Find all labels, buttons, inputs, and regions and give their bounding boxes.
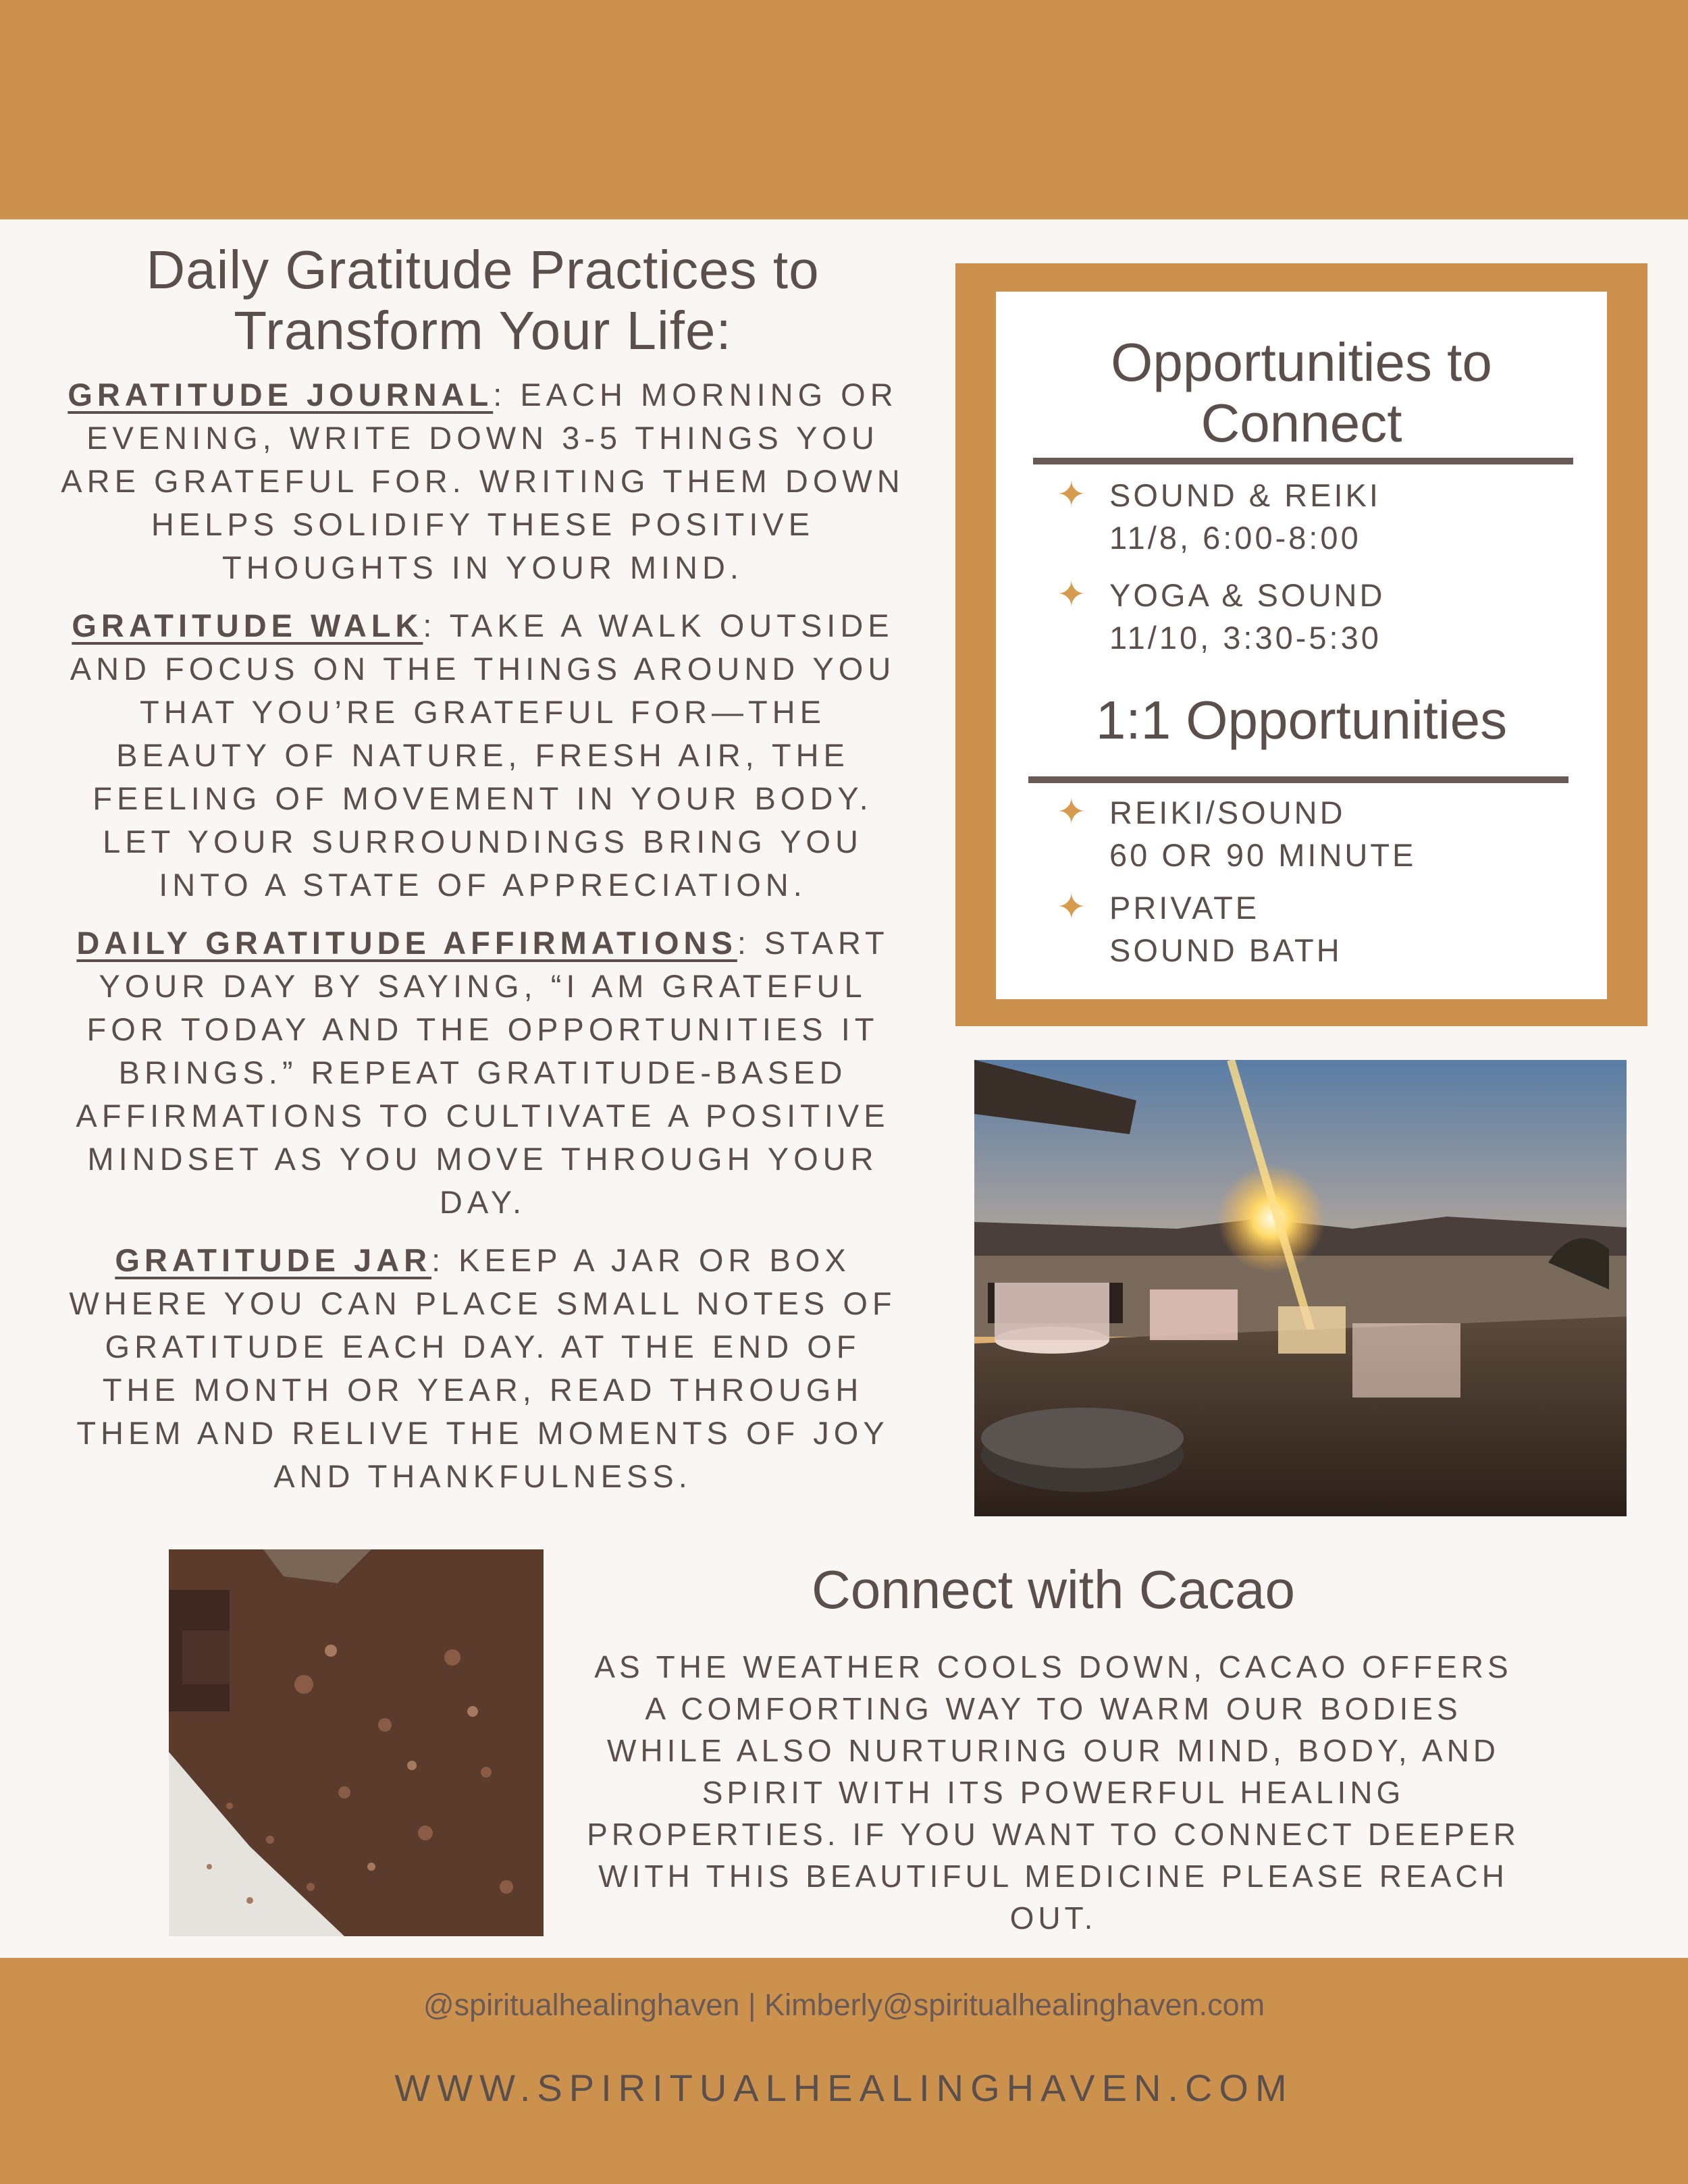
four-point-star-icon: ✦ — [1057, 475, 1086, 514]
opportunities-title-line1: Opportunities to — [1111, 332, 1492, 392]
practice-text: : TAKE A WALK OUTSIDE AND FOCUS ON THE THINGS AROUND YOU THAT YOU’RE GRATEFUL FOR—THE BEAUTY OF NATURE, FRESH AIR, THE FEELING OF MOVEMENT IN YOUR BODY. LET YOUR SURROUNDINGS BRING YOU INTO A STATE OF APPRECIATION. — [70, 608, 896, 903]
footer-website-link[interactable]: WWW.SPIRITUALHEALINGHAVEN.COM — [394, 2067, 1294, 2109]
cacao-title: Connect with Cacao — [812, 1560, 1295, 1620]
session-item — [1057, 886, 1342, 971]
gratitude-practices-section — [61, 240, 905, 1513]
practice-text: : START YOUR DAY BY SAYING, “I AM GRATEFUL FOR TODAY AND THE OPPORTUNITIES IT BRINGS.” REPEAT GRATITUDE-BASED AFFIRMATIONS TO CULTIVATE A POSITIVE MINDSET AS YOU MOVE THROUGH YOUR DAY. — [76, 925, 890, 1220]
opportunities-card-frame — [955, 263, 1647, 1026]
event-time: 11/10, 3:30-5:30 — [1109, 620, 1381, 656]
opportunities-title-line2: Connect — [1201, 393, 1402, 453]
practice-term: GRATITUDE JAR — [115, 1242, 432, 1278]
session-name: REIKI/SOUND — [1109, 795, 1346, 830]
event-name: SOUND & REIKI — [1109, 477, 1381, 513]
practice-term: GRATITUDE WALK — [72, 608, 423, 643]
practice-text: : KEEP A JAR OR BOX WHERE YOU CAN PLACE SMALL NOTES OF GRATITUDE EACH DAY. AT THE END OF THE MONTH OR YEAR, READ THROUGH THEM AND RELIVE THE MOMENTS OF JOY AND THANKFULNESS. — [69, 1242, 897, 1494]
top-banner — [0, 0, 1688, 219]
event-item — [1057, 574, 1386, 659]
footer-contact[interactable]: @spiritualhealinghaven | Kimberly@spiritualhealinghaven.com — [423, 1988, 1265, 2022]
practice-term: GRATITUDE JOURNAL — [68, 377, 494, 412]
practice-term: DAILY GRATITUDE AFFIRMATIONS — [76, 925, 737, 961]
opportunities-card — [996, 292, 1607, 999]
session-item — [1057, 791, 1417, 876]
practice-gratitude-walk — [61, 604, 905, 907]
four-point-star-icon: ✦ — [1057, 575, 1086, 614]
event-time: 11/8, 6:00-8:00 — [1109, 520, 1361, 556]
session-detail: 60 OR 90 MINUTE — [1109, 837, 1417, 873]
event-name: YOGA & SOUND — [1109, 577, 1386, 613]
practice-gratitude-journal — [61, 373, 905, 589]
divider — [1028, 776, 1568, 783]
one-on-one-title: 1:1 Opportunities — [1095, 690, 1508, 750]
practice-daily-affirmations — [61, 922, 905, 1224]
sound-bath-photo — [974, 1060, 1627, 1516]
session-name: PRIVATE — [1109, 890, 1260, 926]
session-detail: SOUND BATH — [1109, 932, 1342, 968]
divider — [1033, 458, 1573, 464]
four-point-star-icon: ✦ — [1057, 888, 1086, 927]
four-point-star-icon: ✦ — [1057, 793, 1086, 832]
cacao-description: AS THE WEATHER COOLS DOWN, CACAO OFFERS A COMFORTING WAY TO WARM OUR BODIES WHILE ALSO NURTURING OUR MIND, BODY, AND SPIRIT WITH ITS POWERFUL HEALING PROPERTIES. IF YOU WANT TO CONNECT DEEPER WITH THIS BEAUTIFUL MEDICINE PLEASE REACH OUT. — [587, 1649, 1520, 1936]
opportunities-title — [996, 332, 1607, 454]
practice-gratitude-jar — [61, 1239, 905, 1498]
practice-text: : EACH MORNING OR EVENING, WRITE DOWN 3-5 THINGS YOU ARE GRATEFUL FOR. WRITING THEM DOWN HELPS SOLIDIFY THESE POSITIVE THOUGHTS IN YOUR MIND. — [61, 377, 905, 585]
event-item — [1057, 474, 1381, 559]
section-title: Daily Gratitude Practices to Transform Your Life: — [146, 240, 820, 361]
cacao-photo — [169, 1549, 544, 1936]
